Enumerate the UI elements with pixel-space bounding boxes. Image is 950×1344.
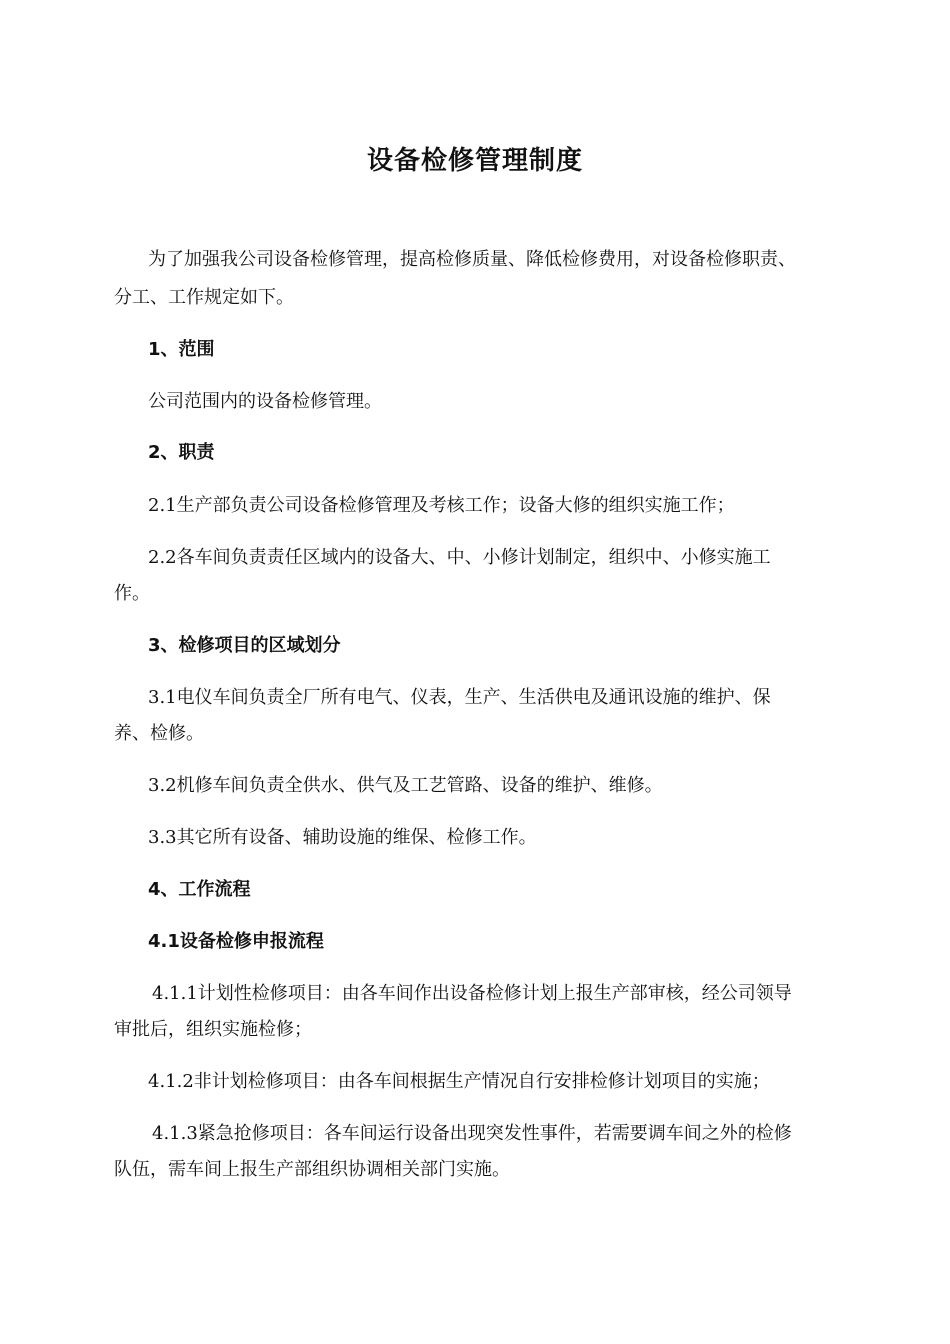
section-text-scope: 公司范围内的设备检修管理。 (148, 391, 382, 412)
clause-2-2-line1: 2.2各车间负责责任区域内的设备大、中、小修计划制定，组织中、小修实施工 (148, 547, 771, 568)
clause-4-1-1-line1: 4.1.1计划性检修项目：由各车间作出设备检修计划上报生产部审核，经公司领导 (152, 983, 792, 1004)
clause-3-1-line2: 养、检修。 (114, 723, 204, 744)
section-heading-areas: 3、检修项目的区域划分 (148, 635, 341, 656)
clause-3-1-line1: 3.1电仪车间负责全厂所有电气、仪表，生产、生活供电及通讯设施的维护、保 (148, 687, 771, 708)
clause-4-1-1-line2: 审批后，组织实施检修； (114, 1019, 312, 1040)
section-heading-scope: 1、范围 (148, 339, 215, 360)
clause-4-1-3-line2: 队伍，需车间上报生产部组织协调相关部门实施。 (114, 1159, 510, 1180)
subsection-heading-4-1: 4.1设备检修申报流程 (148, 931, 324, 952)
intro-paragraph-line1: 为了加强我公司设备检修管理，提高检修质量、降低检修费用，对设备检修职责、 (148, 249, 796, 270)
clause-2-1: 2.1生产部负责公司设备检修管理及考核工作；设备大修的组织实施工作； (148, 495, 735, 516)
section-heading-duties: 2、职责 (148, 442, 215, 463)
clause-4-1-3-line1: 4.1.3紧急抢修项目：各车间运行设备出现突发性事件，若需要调车间之外的检修 (152, 1123, 792, 1144)
clause-2-2-line2: 作。 (114, 583, 150, 604)
clause-3-2: 3.2机修车间负责全供水、供气及工艺管路、设备的维护、维修。 (148, 775, 663, 796)
clause-4-1-2: 4.1.2非计划检修项目：由各车间根据生产情况自行安排检修计划项目的实施； (148, 1071, 770, 1092)
section-heading-workflow: 4、工作流程 (148, 879, 251, 900)
document-title: 设备检修管理制度 (366, 146, 583, 176)
intro-paragraph-line2: 分工、工作规定如下。 (114, 287, 294, 308)
clause-3-3: 3.3其它所有设备、辅助设施的维保、检修工作。 (148, 827, 537, 848)
